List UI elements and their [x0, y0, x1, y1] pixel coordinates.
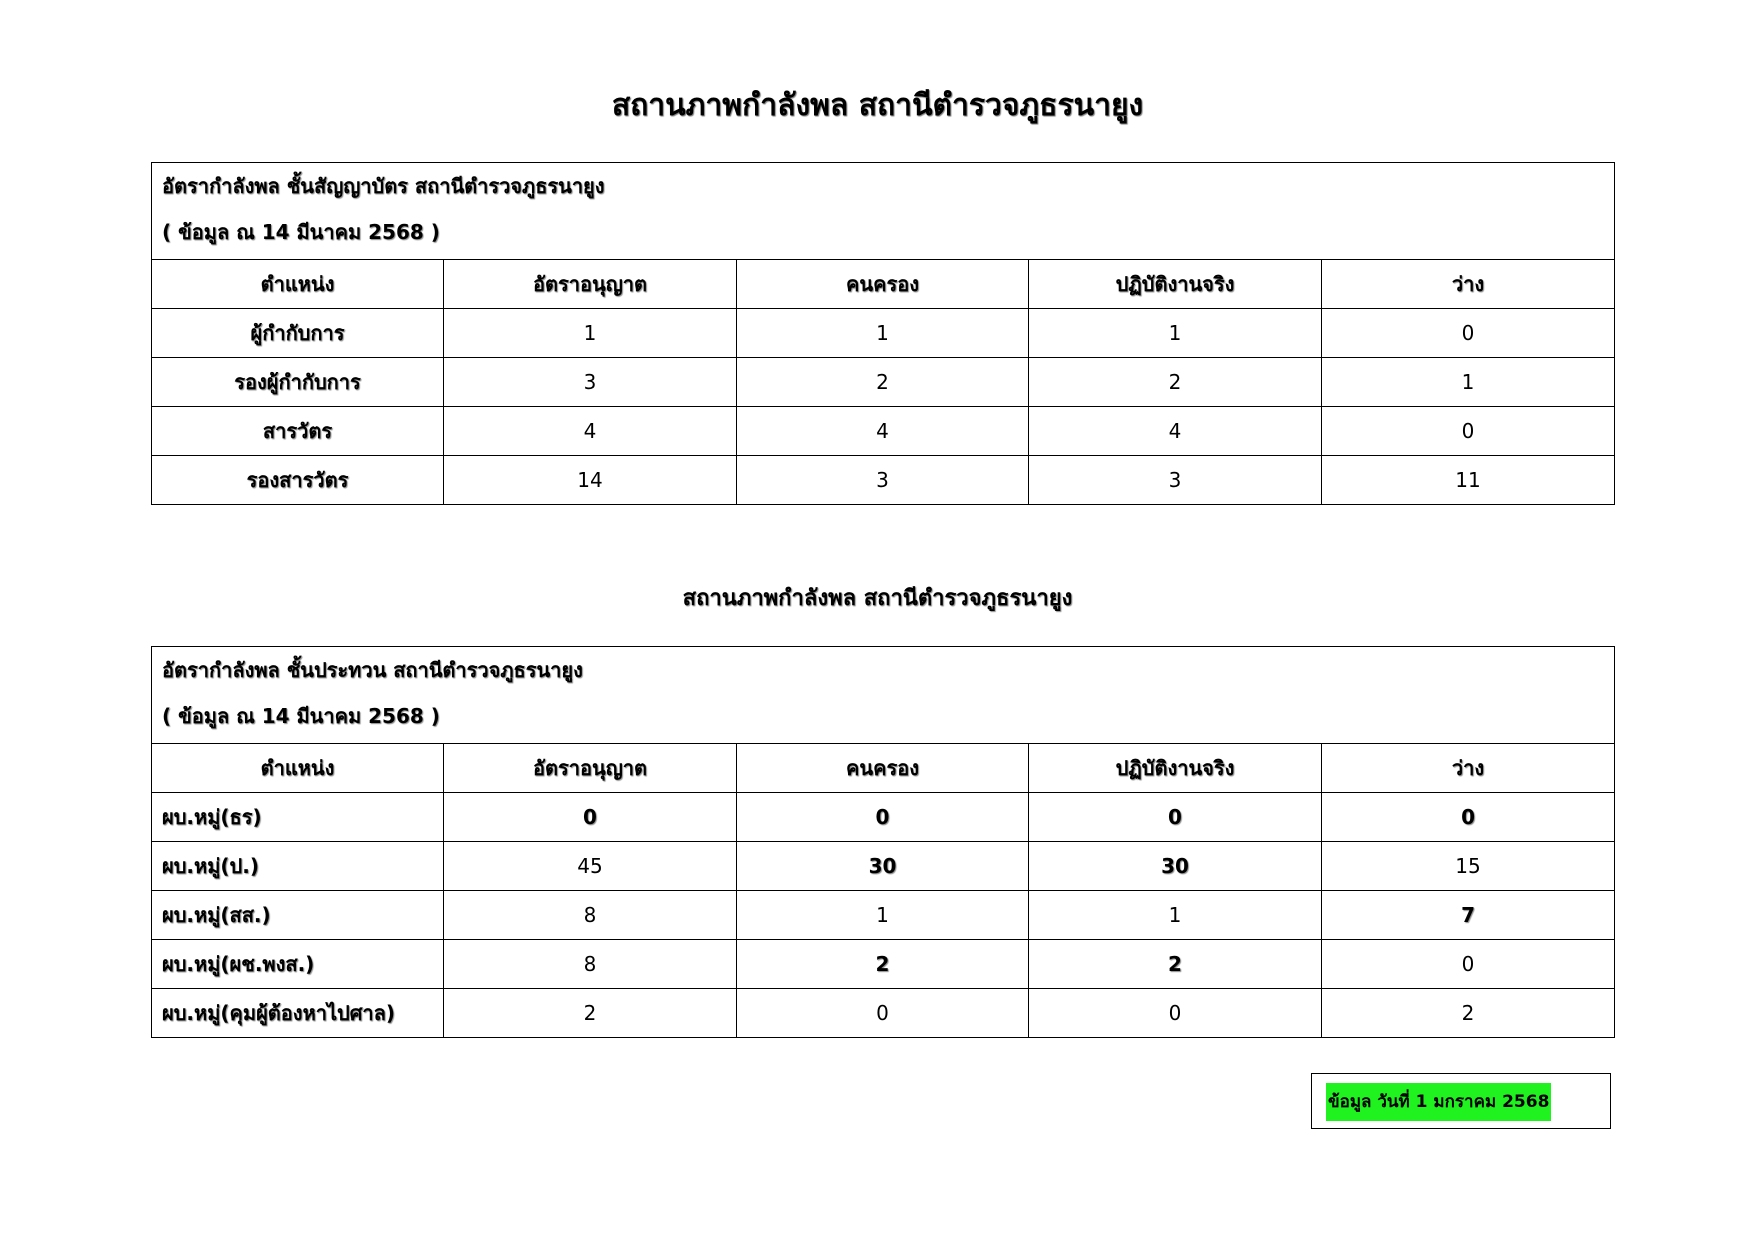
on-duty-cell: 1 [1029, 309, 1322, 358]
table-row [152, 358, 1615, 407]
page-title: สถานภาพกำลังพล สถานีตำรวจภูธรนายูง [611, 88, 1144, 123]
table-row [152, 407, 1615, 456]
column-header-on-duty: ปฏิบัติงานจริง [1029, 260, 1322, 309]
column-header-occupied: คนครอง [737, 260, 1029, 309]
data-date-label: ข้อมูล วันที่ 1 มกราคม 2568 [1326, 1083, 1551, 1121]
table-row [152, 940, 1615, 989]
occupied-cell: 4 [737, 407, 1029, 456]
column-header-authorized: อัตราอนุญาต [444, 744, 737, 793]
column-header-authorized: อัตราอนุญาต [444, 260, 737, 309]
table-row [152, 456, 1615, 505]
on-duty-cell: 3 [1029, 456, 1322, 505]
vacant-cell: 1 [1322, 358, 1615, 407]
on-duty-cell: 0 [1029, 989, 1322, 1038]
authorized-cell: 1 [444, 309, 737, 358]
vacant-cell: 11 [1322, 456, 1615, 505]
authorized-cell: 0 [444, 793, 737, 842]
on-duty-cell: 1 [1029, 891, 1322, 940]
column-header-occupied: คนครอง [737, 744, 1029, 793]
table-heading: อัตรากำลังพล ชั้นประทวน สถานีตำรวจภูธรนายูง [162, 658, 583, 682]
occupied-cell: 30 [737, 842, 1029, 891]
position-cell: ผบ.หมู่(ธร) [152, 793, 444, 842]
on-duty-cell: 30 [1029, 842, 1322, 891]
table-date: ( ข้อมูล ณ 14 มีนาคม 2568 ) [162, 220, 440, 244]
position-cell: ผบ.หมู่(ป.) [152, 842, 444, 891]
authorized-cell: 8 [444, 891, 737, 940]
data-date-note [1311, 1073, 1611, 1129]
vacant-cell: 0 [1322, 793, 1615, 842]
table-header-cell [152, 647, 1615, 744]
position-cell: ผู้กำกับการ [152, 309, 444, 358]
occupied-cell: 3 [737, 456, 1029, 505]
column-header-vacant: ว่าง [1322, 260, 1615, 309]
vacant-cell: 0 [1322, 309, 1615, 358]
occupied-cell: 0 [737, 989, 1029, 1038]
position-cell: รองสารวัตร [152, 456, 444, 505]
occupied-cell: 0 [737, 793, 1029, 842]
vacant-cell: 2 [1322, 989, 1615, 1038]
authorized-cell: 4 [444, 407, 737, 456]
position-cell: ผบ.หมู่(คุมผู้ต้องหาไปศาล) [152, 989, 444, 1038]
column-header-row [152, 260, 1615, 309]
authorized-cell: 45 [444, 842, 737, 891]
commissioned-officers-table [151, 162, 1615, 505]
section-title: สถานภาพกำลังพล สถานีตำรวจภูธรนายูง [682, 586, 1073, 611]
authorized-cell: 14 [444, 456, 737, 505]
table-row [152, 989, 1615, 1038]
position-cell: สารวัตร [152, 407, 444, 456]
position-cell: ผบ.หมู่(สส.) [152, 891, 444, 940]
column-header-position: ตำแหน่ง [152, 260, 444, 309]
authorized-cell: 8 [444, 940, 737, 989]
table-row [152, 309, 1615, 358]
vacant-cell: 0 [1322, 407, 1615, 456]
occupied-cell: 1 [737, 891, 1029, 940]
table-heading: อัตรากำลังพล ชั้นสัญญาบัตร สถานีตำรวจภูธรนายูง [162, 174, 605, 198]
position-cell: รองผู้กำกับการ [152, 358, 444, 407]
vacant-cell: 0 [1322, 940, 1615, 989]
on-duty-cell: 2 [1029, 940, 1322, 989]
position-cell: ผบ.หมู่(ผช.พงส.) [152, 940, 444, 989]
vacant-cell: 7 [1322, 891, 1615, 940]
authorized-cell: 3 [444, 358, 737, 407]
occupied-cell: 2 [737, 940, 1029, 989]
column-header-position: ตำแหน่ง [152, 744, 444, 793]
on-duty-cell: 2 [1029, 358, 1322, 407]
table-row [152, 793, 1615, 842]
table-header-cell [152, 163, 1615, 260]
table-row [152, 891, 1615, 940]
column-header-row [152, 744, 1615, 793]
non-commissioned-officers-table [151, 646, 1615, 1038]
table-date: ( ข้อมูล ณ 14 มีนาคม 2568 ) [162, 704, 440, 728]
occupied-cell: 2 [737, 358, 1029, 407]
table-row [152, 842, 1615, 891]
occupied-cell: 1 [737, 309, 1029, 358]
on-duty-cell: 4 [1029, 407, 1322, 456]
authorized-cell: 2 [444, 989, 737, 1038]
column-header-on-duty: ปฏิบัติงานจริง [1029, 744, 1322, 793]
vacant-cell: 15 [1322, 842, 1615, 891]
on-duty-cell: 0 [1029, 793, 1322, 842]
column-header-vacant: ว่าง [1322, 744, 1615, 793]
